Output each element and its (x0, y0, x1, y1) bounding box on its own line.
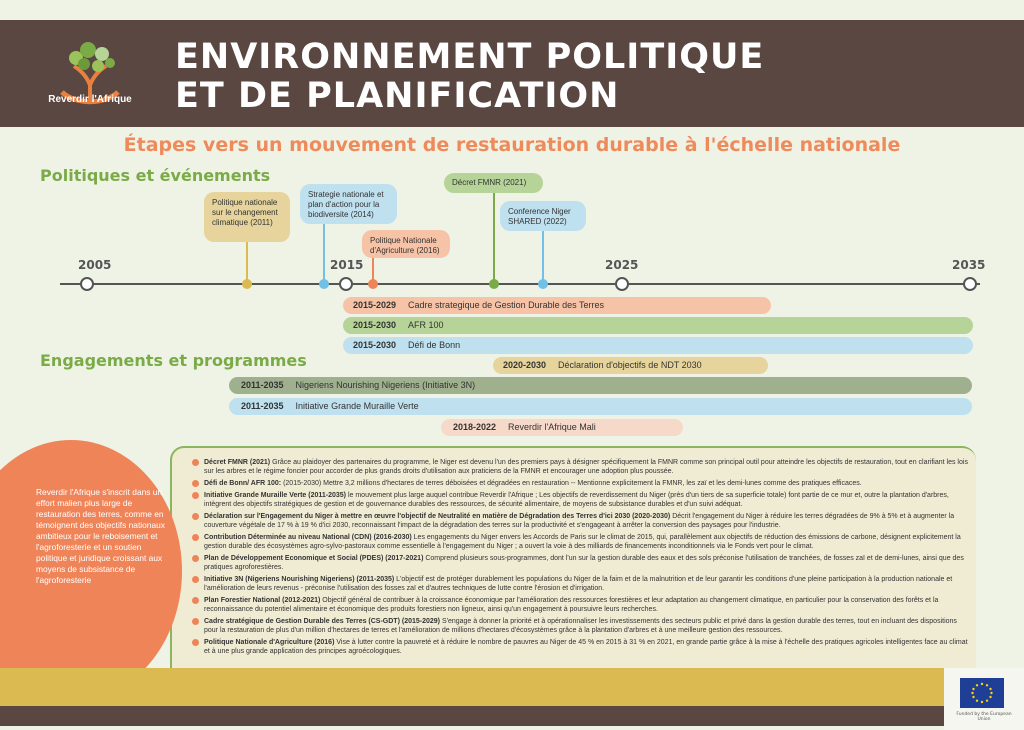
logo-text: Reverdir l'Afrique (48, 94, 132, 105)
event-dot (368, 279, 378, 289)
section-title-policies: Politiques et événements (40, 166, 271, 185)
program-bar: 2018-2022 Reverdir l'Afrique Mali (441, 419, 683, 436)
event-box-climate-policy: Politique nationale sur le changement climatique (2011) (204, 192, 290, 242)
program-bar: 2015-2030 AFR 100 (343, 317, 973, 334)
footer-band-dark (0, 706, 944, 726)
list-item: Cadre stratégique de Gestion Durable des Terres (CS-GDT) (2015-2029) S'engage à donner la priorité et à opérationnaliser les investissements des secteurs public et privé dans la gestion durable des terres, tout en incluant des dispositions pour la restauration de plus d'un million d'hectares de terres et l'amélioration de millions d'hectares d'écosystèmes grâce à la plantation d'arbres et à une meilleure gestion des ressources. (192, 617, 970, 635)
event-stem (493, 190, 495, 283)
year-dot-2035 (963, 277, 977, 291)
list-item: Plan de Développement Economique et Social (PDES) (2017-2021) Comprend plusieurs sous-programmes, dont l'un sur la gestion durable des eaux et des sols préconise l'utilisation de tranchées, de fosses zaï et de demi-lunes, ainsi que des pratiques agroforestières. (192, 554, 970, 572)
program-bar: 2015-2029 Cadre strategique de Gestion Durable des Terres (343, 297, 771, 314)
list-item: Politique Nationale d'Agriculture (2016) Vise à lutter contre la pauvreté et à réduire le nombre de pauvres au Niger de 45 % en 2015 à 31 % en 2021, en grande partie grâce à la mise à l'échelle des pratiques agricoles intelligentes face au climat et à une plus grande application des principes agroécologiques. (192, 638, 970, 656)
event-stem (246, 240, 248, 283)
summary-text: Reverdir l'Afrique s'inscrit dans un effort malien plus large de restauration des terres, comme en témoignent des objectifs nationaux ambitieux pour le reboisement et l'agroforesterie et un soutien politique et juridique croissant aux moyens de subsistance de l'agroforesterie (36, 487, 165, 585)
page-title: ENVIRONNEMENT POLITIQUE ET DE PLANIFICATION (175, 37, 765, 116)
program-bar: 2011-2035 Nigeriens Nourishing Nigeriens (Initiative 3N) (229, 377, 972, 394)
event-box-biodiversity: Strategie nationale et plan d'action pour la biodiversite (2014) (300, 184, 397, 224)
program-bar: 2011-2035 Initiative Grande Muraille Verte (229, 398, 972, 415)
list-item: Décret FMNR (2021) Grâce au plaidoyer des partenaires du programme, le Niger est devenu l'un des premiers pays à désigner spécifiquement la FMNR comme son principal outil pour atteindre les objectifs de restauration, tout en clarifiant les lois sur les arbres et le régime foncier pour accorder de plus grands droits d'utilisation aux praticiens de la FMNR et encourager une adoption plus poussée. (192, 458, 970, 476)
event-dot (538, 279, 548, 289)
subtitle: Étapes vers un mouvement de restauration durable à l'échelle nationale (123, 134, 901, 156)
year-label-2005: 2005 (78, 258, 112, 272)
year-dot-2025 (615, 277, 629, 291)
year-dot-2015 (339, 277, 353, 291)
year-label-2025: 2025 (605, 258, 639, 272)
event-box-shared-conference: Conference Niger SHARED (2022) (500, 201, 586, 231)
program-bar: 2020-2030 Déclaration d'objectifs de NDT 2030 (493, 357, 768, 374)
event-stem (323, 222, 325, 283)
event-dot (489, 279, 499, 289)
year-label-2035: 2035 (952, 258, 986, 272)
top-strip (0, 0, 1024, 20)
list-item: Plan Forestier National (2012-2021) Objectif général de contribuer à la croissance économique par l'amélioration des ressources forestières et leur adaptation au changement climatique, en particulier pour la conservation des forêts et la reconnaissance du potentiel alimentaire et économique des produits forestiers non ligneux, ainsi qu'un engagement à poursuivre leurs recherches. (192, 596, 970, 614)
year-label-2015: 2015 (330, 258, 364, 272)
list-item: Initiative Grande Muraille Verte (2011-2035) le mouvement plus large auquel contribue Reverdir l'Afrique ; Les objectifs de reverdissement du Niger (près d'un tiers de sa superficie totale) font partie de ce mur et, outre la plantation d'arbres, intègrent des objectifs stratégiques de gestion et de gouvernance durables des ressources, de sécurité alimentaire, de moyens de subsistance durables et d'un suivi adéquat. (192, 491, 970, 509)
footer-band (0, 668, 1024, 706)
timeline-axis (60, 283, 980, 285)
year-dot-2005 (80, 277, 94, 291)
eu-flag-icon (960, 678, 1004, 708)
event-dot (319, 279, 329, 289)
event-dot (242, 279, 252, 289)
list-item: Initiative 3N (Nigeriens Nourishing Nigeriens) (2011-2035) L'objectif est de protéger durablement les populations du Niger de la faim et de la malnutrition et de leur garantir les conditions d'une pleine participation à la production nationale et l'amélioration de leurs revenus - préconise l'utilisation des fosses zaï et d'autres techniques de lutte contre l'érosion et d'irrigation. (192, 575, 970, 593)
program-bar: 2015-2030 Défi de Bonn (343, 337, 973, 354)
eu-caption: Funded by the European Union (956, 712, 1012, 722)
event-stem (542, 228, 544, 283)
event-box-fmnr-decree: Décret FMNR (2021) (444, 173, 543, 193)
tree-hands-logo-icon (40, 30, 140, 120)
list-item: Contribution Déterminée au niveau National (CDN) (2016-2030) Les engagements du Niger envers les Accords de Paris sur le climat de 2015, qui, parallèlement aux objectifs de réduction des émissions de carbone, désignent explicitement la gestion durable des écosystèmes agro-sylvo-pastoraux comme essentielle à l'engagement du Niger ; a ouvert la voie à des milliards de financements inconditionnels via le Fonds vert pour le climat. (192, 533, 970, 551)
list-item: Déclaration sur l'Engagement du Niger à mettre en œuvre l'objectif de Neutralité en matière de Dégradation des Terres d'ici 2030 (2020-2030) Décrit l'engagement du Niger à réduire les terres dégradées de 9% à 5% et à augmenter la couverture végétale de 17 % à 19 % d'ici 2030, reconnaissant l'impact de la dégradation des terres sur la productivité et s'engageant à arrêter la conversion des paysages pour l'industrie. (192, 512, 970, 530)
policy-list (192, 458, 970, 659)
list-item: Défi de Bonn/ AFR 100: (2015-2030) Mettre 3,2 millions d'hectares de terres déboisées et dégradées en restauration -- Mentionne explicitement la FMNR, les zaï et les demi-lunes comme des pratiques efficaces. (192, 479, 970, 488)
event-box-agriculture-policy: Politique Nationale d'Agriculture (2016) (362, 230, 450, 258)
section-title-programs: Engagements et programmes (40, 351, 307, 370)
